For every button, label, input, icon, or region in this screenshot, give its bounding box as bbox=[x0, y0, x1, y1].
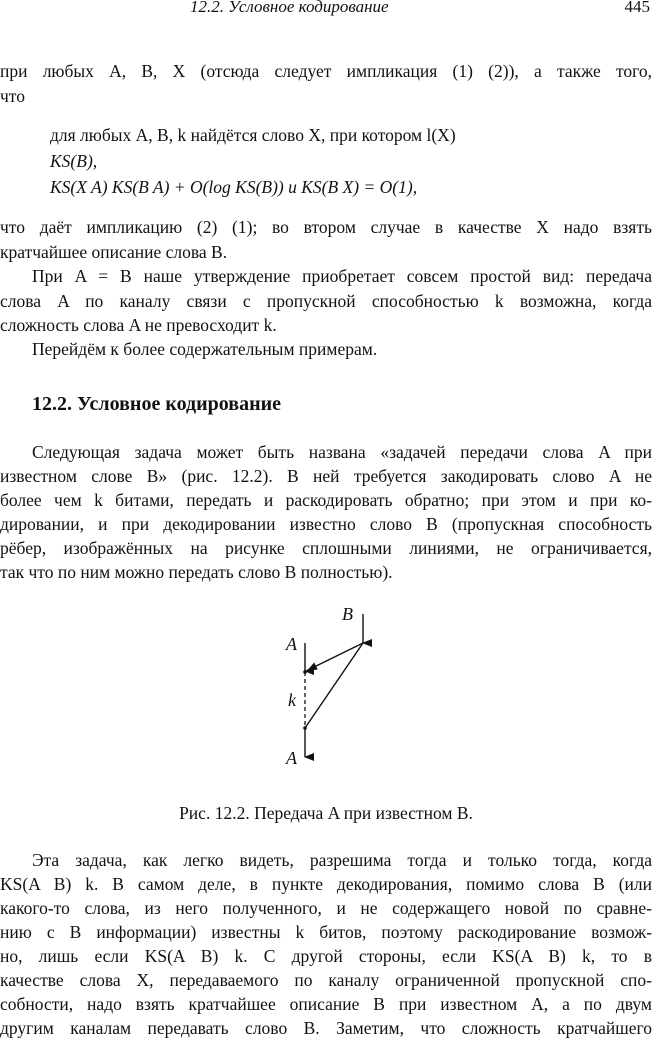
encoder-node bbox=[303, 670, 307, 674]
text-line: Следующая задача может быть названа «задачей передачи слова A при bbox=[32, 442, 652, 462]
display-formula-line: для любых A, B, k найдётся слово X, при котором l(X) bbox=[50, 125, 456, 145]
text-line: какого-то слова, из него полученного, и не содержащего новой по сравне- bbox=[0, 898, 652, 918]
display-formula-line: KS(X A) KS(B A) + O(log KS(B)) и KS(B X) = O(1), bbox=[50, 177, 418, 197]
edge-b-to-decoder bbox=[305, 643, 363, 728]
text-line: известном слове B» (рис. 12.2). В ней требуется закодировать слово A не bbox=[0, 466, 652, 486]
text-line: рёбер, изображённых на рисунке сплошными линиями, не ограничивается, bbox=[0, 538, 652, 558]
text-line: сложность слова A не превосходит k. bbox=[0, 315, 277, 335]
text-line: что даёт импликацию (2) (1); во втором случае в качестве X надо взять bbox=[0, 217, 652, 237]
page-number: 445 bbox=[624, 0, 650, 16]
text-line: качестве слова X, передаваемого по каналу ограниченной пропускной спо- bbox=[0, 970, 652, 990]
text-line: при любых A, B, X (отсюда следует импликация (1) (2)), а также того, bbox=[0, 61, 652, 81]
text-line: более чем k битами, передать и раскодировать обратно; при этом и при ко- bbox=[0, 490, 652, 510]
figure-caption: Рис. 12.2. Передача A при известном B. bbox=[179, 803, 473, 823]
text-line: собности, надо взять кратчайшее описание B при известном A, а по двум bbox=[0, 994, 652, 1014]
figure-label-k: k bbox=[288, 690, 296, 710]
text-line: но, лишь если KS(A B) k. С другой стороны, если KS(A B) k, то в bbox=[0, 946, 652, 966]
text-line: Перейдём к более содержательным примерам. bbox=[32, 339, 378, 359]
text-line: кратчайшее описание слова B. bbox=[0, 242, 228, 262]
section-heading: 12.2. Условное кодирование bbox=[32, 393, 281, 415]
text-line: дировании, и при декодировании известно слово B (пропускная способность bbox=[0, 514, 652, 534]
display-formula-line: KS(B), bbox=[50, 151, 98, 171]
text-line: слова A по каналу связи с пропускной способностью k возможна, когда bbox=[0, 291, 652, 311]
running-head-title: 12.2. Условное кодирование bbox=[190, 0, 389, 16]
text-line: другим каналам передавать слово B. Заметим, что сложность кратчайшего bbox=[0, 1018, 652, 1038]
figure-label-a-bottom: A bbox=[286, 748, 297, 768]
figure-label-b: B bbox=[342, 604, 353, 624]
text-line: При A = B наше утверждение приобретает совсем простой вид: передача bbox=[32, 266, 652, 286]
text-line: нию с B информации) известны k битов, поэтому раскодирование возмож- bbox=[0, 922, 652, 942]
text-line: что bbox=[0, 86, 25, 106]
text-line: KS(A B) k. В самом деле, в пункте декодирования, помимо слова B (или bbox=[0, 874, 652, 894]
text-line: Эта задача, как легко видеть, разрешима тогда и только тогда, когда bbox=[32, 850, 652, 870]
figure-label-a-top: A bbox=[286, 634, 297, 654]
edge-b-to-encoder bbox=[308, 643, 363, 670]
text-line: так что по ним можно передать слово B полностью). bbox=[0, 562, 393, 582]
